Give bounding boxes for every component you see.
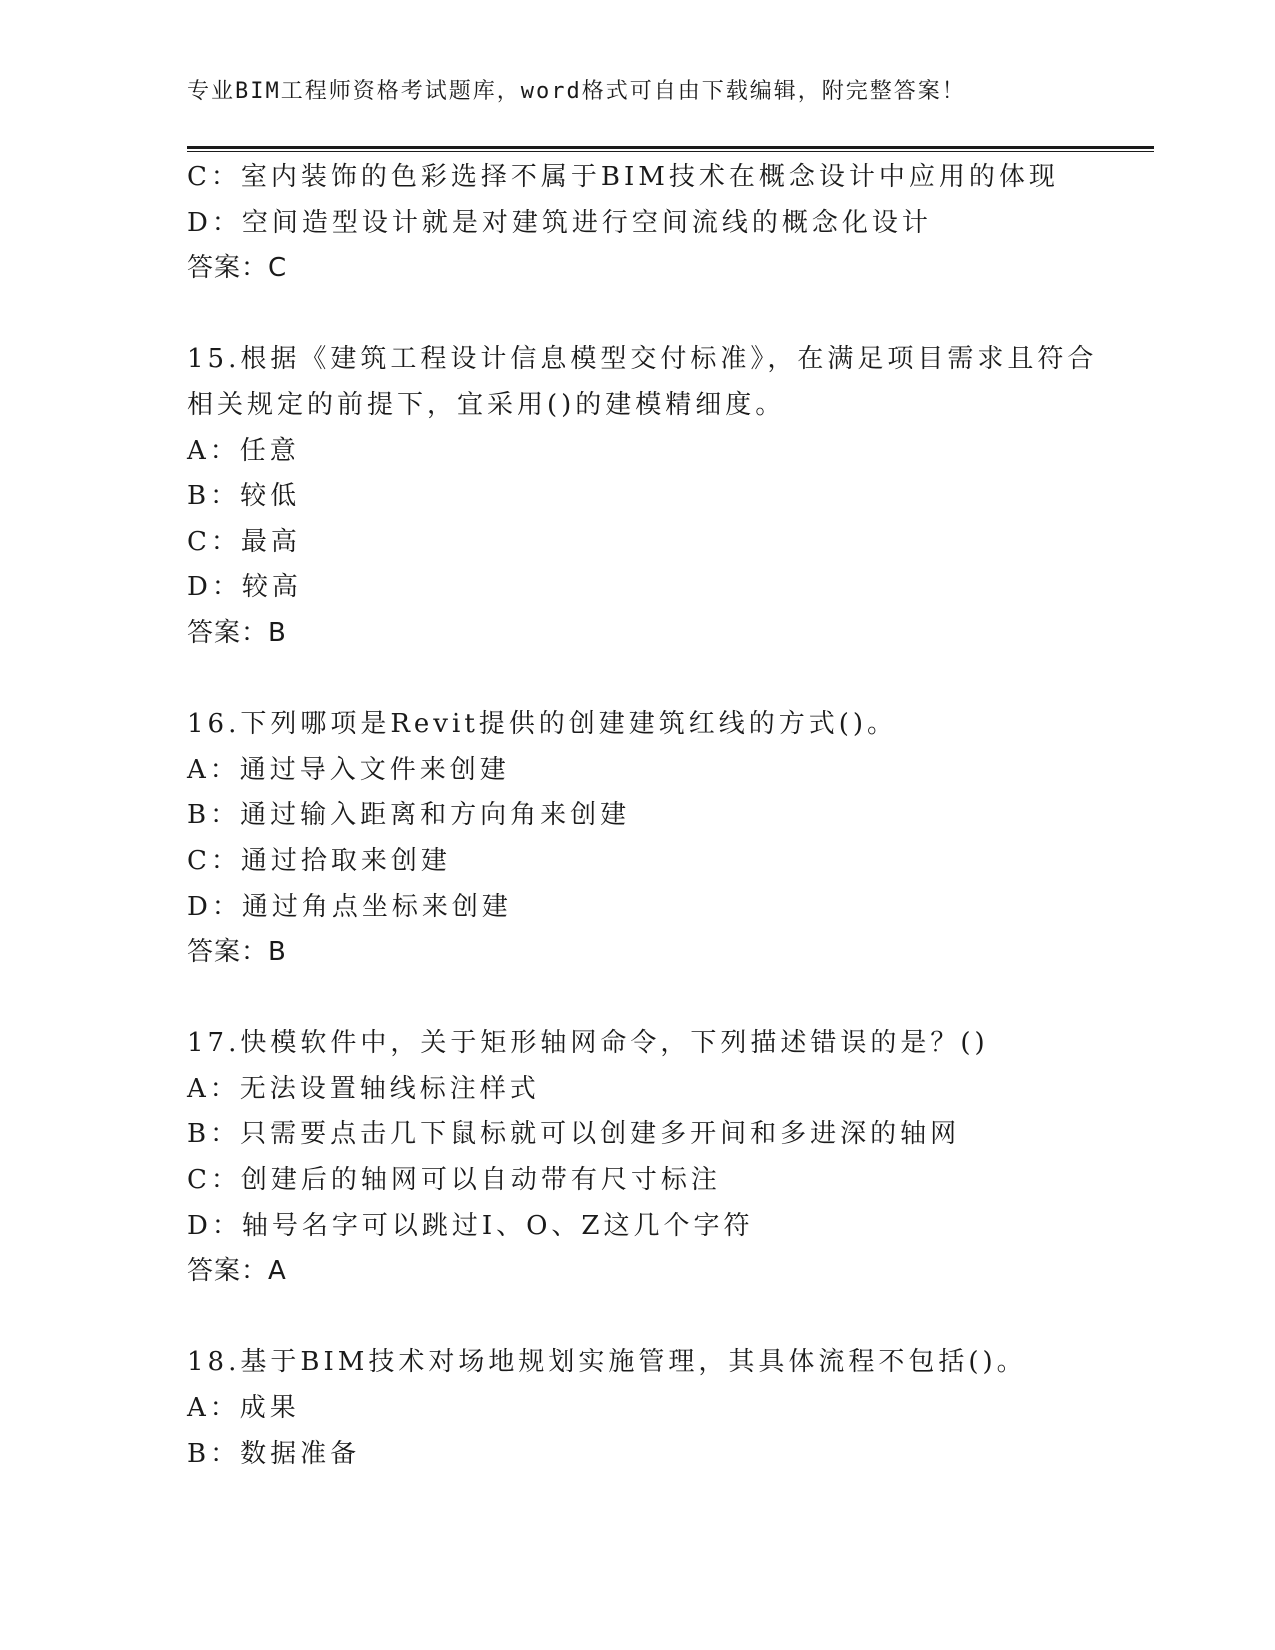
option-line: C：创建后的轴网可以自动带有尺寸标注 (187, 1165, 721, 1196)
answer-line: 答案：B (187, 937, 287, 968)
question-stem: 相关规定的前提下，宜采用()的建模精细度。 (187, 389, 786, 420)
option-line: B：较低 (187, 481, 301, 512)
option-line: A：无法设置轴线标注样式 (187, 1073, 540, 1104)
question-stem: 18.基于BIM技术对场地规划实施管理，其具体流程不包括()。 (187, 1347, 1027, 1378)
question-stem: 17.快模软件中，关于矩形轴网命令，下列描述错误的是？() (187, 1028, 989, 1059)
option-line: C：通过拾取来创建 (187, 845, 451, 876)
option-line: D：空间造型设计就是对建筑进行空间流线的概念化设计 (187, 207, 932, 238)
option-line: B：只需要点击几下鼠标就可以创建多开间和多进深的轴网 (187, 1119, 961, 1150)
question-block (187, 337, 1157, 656)
answer-line: 答案：B (187, 617, 287, 648)
option-line: C：室内装饰的色彩选择不属于BIM技术在概念设计中应用的体现 (187, 162, 1059, 192)
question-content (187, 155, 1157, 1477)
question-block (187, 155, 1157, 292)
question-block (187, 1340, 1157, 1477)
question-block (187, 1021, 1157, 1295)
option-line: C：最高 (187, 526, 301, 557)
question-stem: 15.根据《建筑工程设计信息模型交付标准》，在满足项目需求且符合 (187, 344, 1098, 375)
option-line: B：通过输入距离和方向角来创建 (187, 800, 631, 831)
question-stem: 16.下列哪项是Revit提供的创建建筑红线的方式()。 (187, 709, 898, 740)
option-line: A：任意 (187, 435, 300, 466)
answer-line: 答案：C (187, 253, 288, 284)
option-line: D：轴号名字可以跳过I、O、Z这几个字符 (187, 1210, 754, 1241)
page-header: 专业BIM工程师资格考试题库，word格式可自由下载编辑，附完整答案！ (187, 79, 966, 104)
option-line: A：成果 (187, 1393, 300, 1424)
header-rule-thin (187, 151, 1154, 152)
question-block (187, 702, 1157, 976)
answer-line: 答案：A (187, 1256, 287, 1287)
option-line: D：较高 (187, 572, 302, 603)
option-line: A：通过导入文件来创建 (187, 754, 510, 785)
option-line: B：数据准备 (187, 1438, 361, 1469)
option-line: D：通过角点坐标来创建 (187, 891, 512, 922)
header-rule-thick (187, 146, 1154, 149)
